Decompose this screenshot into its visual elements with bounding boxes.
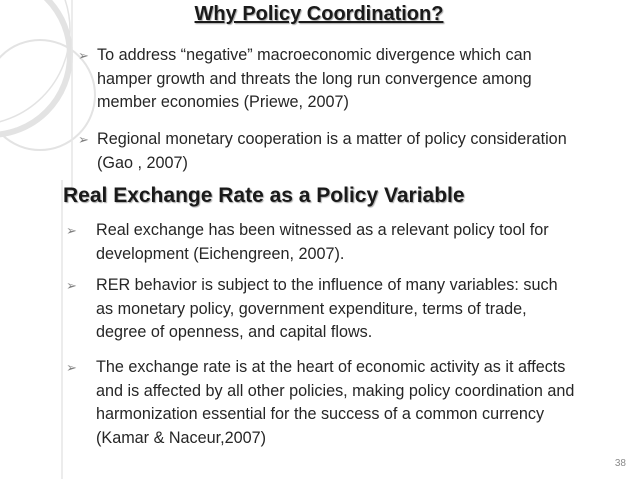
bullet-line: To address “negative” macroeconomic divergence which can: [97, 46, 532, 64]
bullet-real-exchange: [66, 219, 626, 266]
bullet-rer-behavior: [66, 274, 626, 345]
bullet-regional-cooperation: [78, 128, 633, 175]
bullet-line: and is affected by all other policies, making policy coordination and: [96, 381, 575, 400]
section-heading: Real Exchange Rate as a Policy Variable: [63, 184, 465, 207]
bullet-line: Real exchange has been witnessed as a relevant policy tool for: [96, 221, 549, 239]
bullet-line: degree of openness, and capital flows.: [96, 323, 373, 342]
arrow-bullet-icon: ➢: [78, 48, 89, 63]
bullet-line: Regional monetary cooperation is a matter of policy consideration: [97, 130, 567, 148]
bullet-line: as monetary policy, government expenditure, terms of trade,: [96, 299, 527, 318]
arrow-bullet-icon: ➢: [66, 278, 77, 293]
bullet-exchange-rate-heart: [66, 356, 636, 451]
slide-title: Why Policy Coordination?: [194, 3, 444, 25]
page-number: 38: [614, 458, 626, 469]
bullet-line: (Gao , 2007): [97, 153, 188, 172]
bullet-line: member economies (Priewe, 2007): [97, 93, 349, 112]
arrow-bullet-icon: ➢: [78, 132, 89, 147]
arrow-bullet-icon: ➢: [66, 360, 77, 375]
bullet-line: The exchange rate is at the heart of economic activity as it affects: [96, 358, 566, 376]
bullet-line: hamper growth and threats the long run convergence among: [97, 69, 532, 88]
bullet-line: harmonization essential for the success of a common currency: [96, 405, 545, 424]
bullet-policy-divergence: [78, 44, 628, 115]
arrow-bullet-icon: ➢: [66, 223, 77, 238]
bullet-line: RER behavior is subject to the influence of many variables: such: [96, 276, 558, 294]
bullet-line: development (Eichengreen, 2007).: [96, 244, 345, 263]
bullet-line: (Kamar & Naceur,2007): [96, 429, 267, 448]
